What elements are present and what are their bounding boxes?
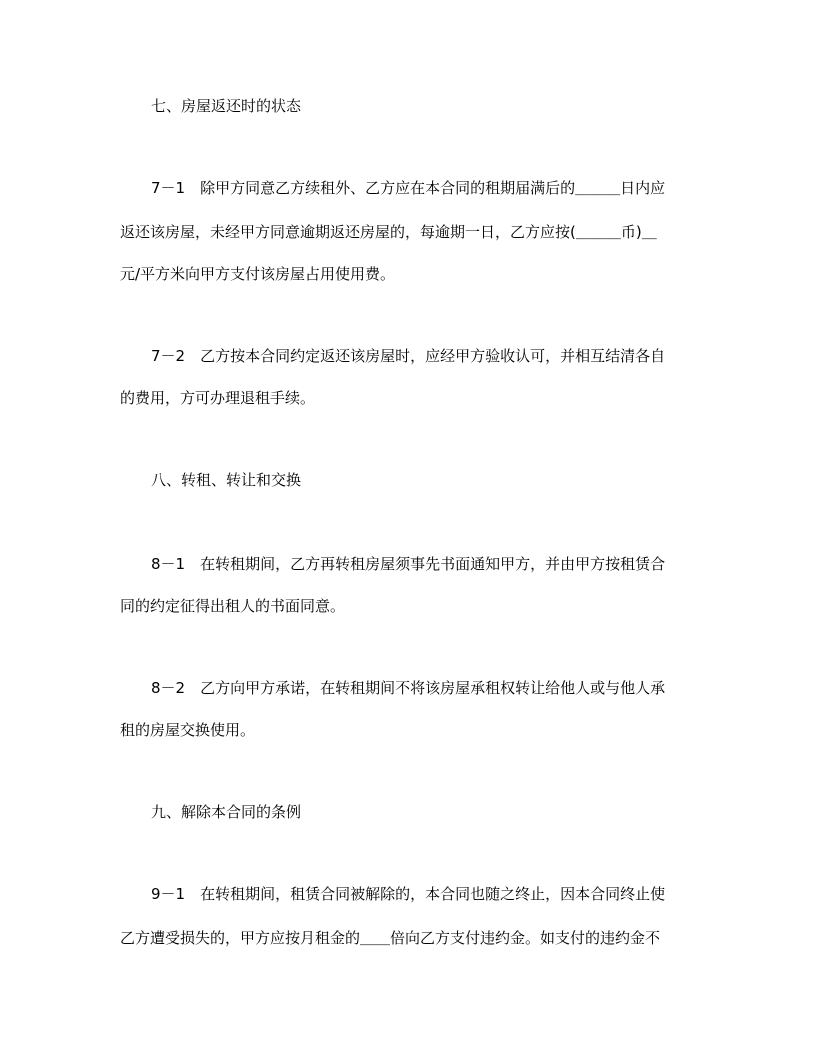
clause-8-2-line-2: 租的房屋交换使用。 (120, 721, 256, 739)
clause-7-1-line-1: 7－1 除甲方同意乙方续租外、乙方应在本合同的租期届满后的＿＿＿日内应 (151, 179, 666, 197)
clause-7-1-line-3: 元/平方米向甲方支付该房屋占用使用费。 (120, 265, 396, 283)
clause-7-2-line-1: 7－2 乙方按本合同约定返还该房屋时，应经甲方验收认可，并相互结清各自 (151, 347, 666, 365)
clause-7-2-line-2: 的费用，方可办理退租手续。 (120, 389, 316, 407)
clause-8-1-line-2: 同的约定征得出租人的书面同意。 (120, 597, 346, 615)
clause-9-1-line-1: 9－1 在转租期间，租赁合同被解除的，本合同也随之终止，因本合同终止使 (151, 885, 666, 903)
section-8-heading: 八、转租、转让和交换 (151, 471, 302, 489)
section-7-heading: 七、房屋返还时的状态 (151, 97, 302, 115)
section-9-heading: 九、解除本合同的条例 (151, 803, 302, 821)
clause-7-1-line-2: 返还该房屋，未经甲方同意逾期返还房屋的，每逾期一日，乙方应按(＿＿＿币)＿ (120, 223, 657, 241)
clause-8-2-line-1: 8－2 乙方向甲方承诺，在转租期间不将该房屋承租权转让给他人或与他人承 (151, 679, 666, 697)
clause-9-1-line-2: 乙方遭受损失的，甲方应按月租金的＿＿倍向乙方支付违约金。如支付的违约金不 (120, 929, 661, 947)
clause-8-1-line-1: 8－1 在转租期间，乙方再转租房屋须事先书面通知甲方，并由甲方按租赁合 (151, 555, 666, 573)
